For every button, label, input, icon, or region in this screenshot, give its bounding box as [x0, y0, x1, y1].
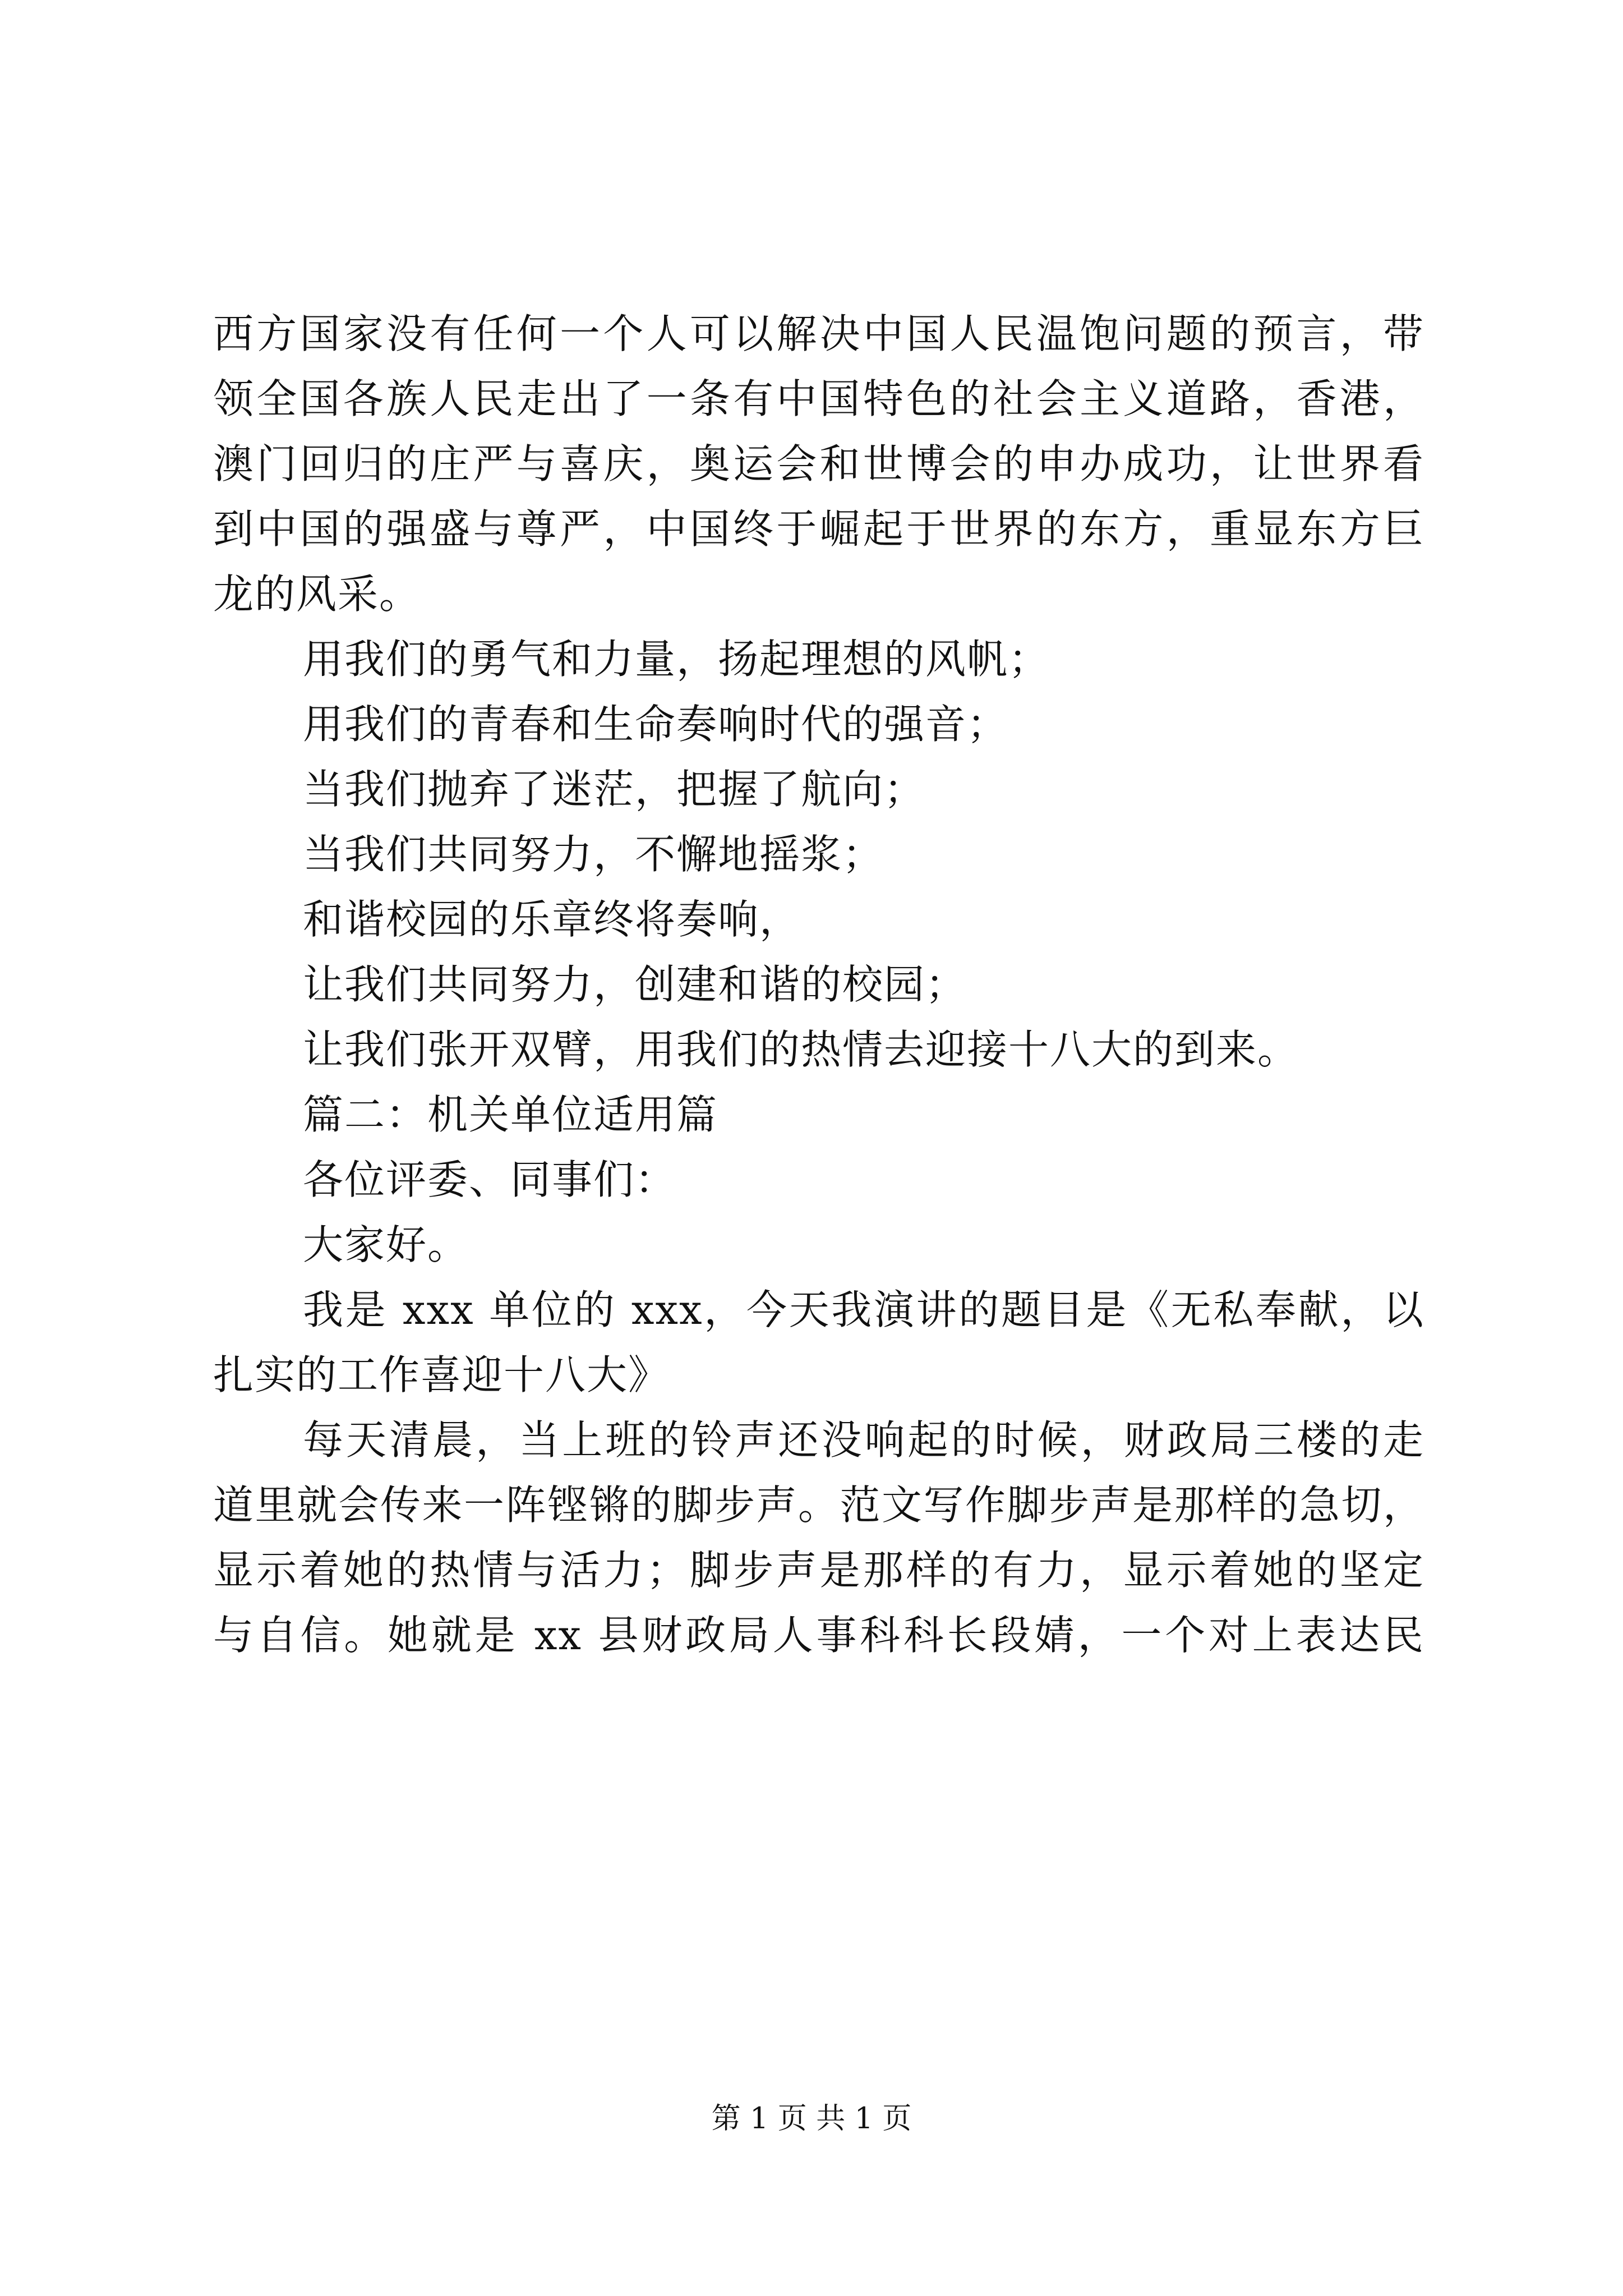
poem-line-2: 用我们的青春和生命奏响时代的强音； [303, 701, 1009, 748]
body-line-2: 道里就会传来一阵铿锵的脚步声。范文写作脚步声是那样的急切， [213, 1481, 1424, 1529]
body-line-4: 与自信。她就是 xx 县财政局人事科科长段婧，一个对上表达民 [213, 1612, 1424, 1659]
paragraph-line-4: 到中国的强盛与尊严，中国终于崛起于世界的东方，重显东方巨 [213, 505, 1424, 553]
body-line-3: 显示着她的热情与活力；脚步声是那样的有力，显示着她的坚定 [213, 1547, 1424, 1594]
poem-line-5: 和谐校园的乐章终将奏响， [303, 896, 801, 943]
section-heading: 篇二：机关单位适用篇 [303, 1091, 718, 1138]
paragraph-line-2: 领全国各族人民走出了一条有中国特色的社会主义道路，香港， [213, 375, 1424, 422]
intro-line-1: 我是 xxx 单位的 xxx，今天我演讲的题目是《无私奉献，以 [303, 1286, 1424, 1333]
salutation: 各位评委、同事们： [303, 1156, 677, 1203]
poem-line-6: 让我们共同努力，创建和谐的校园； [303, 961, 967, 1008]
poem-line-7: 让我们张开双臂，用我们的热情去迎接十八大的到来。 [303, 1026, 1299, 1073]
poem-line-3: 当我们抛弃了迷茫，把握了航向； [303, 766, 926, 813]
poem-line-1: 用我们的勇气和力量，扬起理想的风帆； [303, 636, 1050, 683]
body-line-1: 每天清晨，当上班的铃声还没响起的时候，财政局三楼的走 [303, 1416, 1424, 1464]
paragraph-line-5: 龙的风采。 [213, 570, 421, 618]
greeting: 大家好。 [303, 1221, 469, 1268]
intro-line-2: 扎实的工作喜迎十八大》 [213, 1351, 670, 1398]
page-footer: 第 1 页 共 1 页 [711, 2102, 912, 2136]
poem-line-4: 当我们共同努力，不懈地摇浆； [303, 831, 884, 878]
paragraph-line-3: 澳门回归的庄严与喜庆，奥运会和世博会的申办成功，让世界看 [213, 440, 1424, 487]
paragraph-line-1: 西方国家没有任何一个人可以解决中国人民温饱问题的预言，带 [213, 310, 1424, 357]
